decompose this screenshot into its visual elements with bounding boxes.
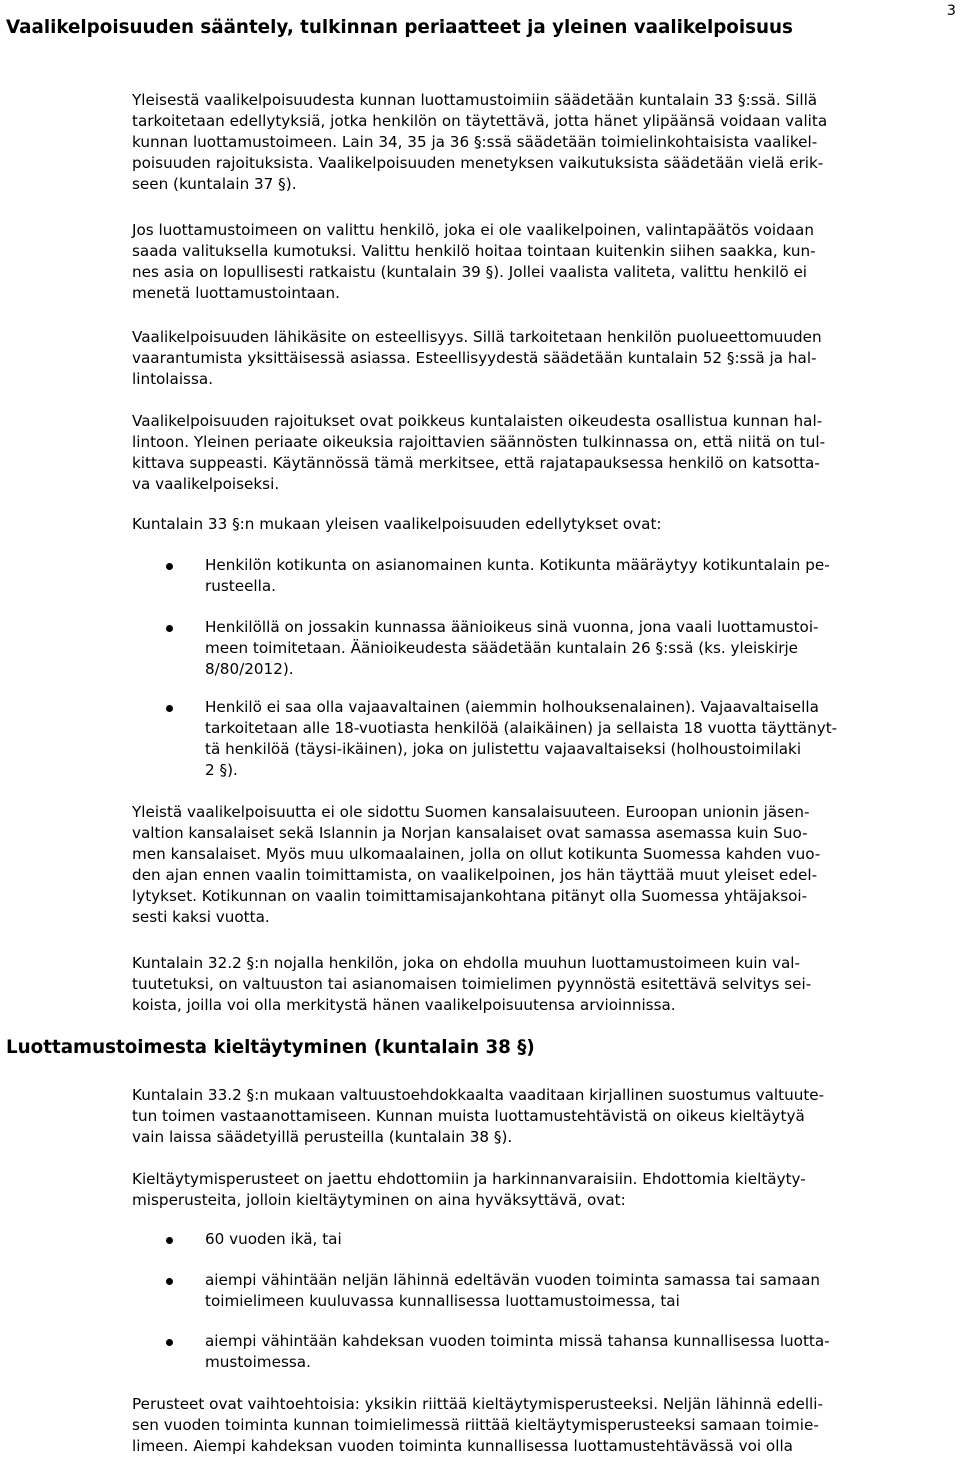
text-line: aiempi vähintään kahdeksan vuoden toiminta missä tahansa kunnallisessa luotta- [205, 1332, 830, 1350]
text-line: lintolaissa. [132, 370, 214, 388]
text-line: 2 §). [205, 761, 238, 779]
text-line: tuutetuksi, on valtuuston tai asianomaisen toimielimen pyynnöstä esitettävä selvitys sei- [132, 975, 812, 993]
text-line: lintoon. Yleinen periaate oikeuksia rajoittavien säännösten tulkinnassa on, että niitä on tul- [132, 433, 826, 451]
text-line: menetä luottamustointaan. [132, 284, 340, 302]
text-line: mustoimessa. [205, 1353, 311, 1371]
list-item [132, 1270, 957, 1312]
text-line: Henkilö ei saa olla vajaavaltainen (aiemmin holhouksenalainen). Vajaavaltaisella [205, 698, 819, 716]
paragraph-restrictions [132, 411, 957, 495]
list-item [132, 555, 957, 597]
text-line: tarkoitetaan alle 18-vuotiasta henkilöä (alaikäinen) ja sellaista 18 vuotta täyttänyt- [205, 719, 838, 737]
text-line: seen (kuntalain 37 §). [132, 175, 297, 193]
text-line: Kieltäytymisperusteet on jaettu ehdottomiin ja harkinnanvaraisiin. Ehdottomia kieltäyty- [132, 1170, 806, 1188]
text-line: limeen. Aiempi kahdeksan vuoden toiminta kunnallisessa luottamustehtävässä voi olla [132, 1437, 793, 1455]
text-line: va vaalikelpoiseksi. [132, 475, 280, 493]
text-line: valtion kansalaiset sekä Islannin ja Norjan kansalaiset ovat samassa asemassa kuin Suo- [132, 824, 808, 842]
text-line: tun toimen vastaanottamiseen. Kunnan muista luottamustehtävistä on oikeus kieltäytyä [132, 1107, 805, 1125]
text-line: Yleistä vaalikelpoisuutta ei ole sidottu Suomen kansalaisuuteen. Euroopan unionin jäsen- [132, 803, 810, 821]
section-heading-eligibility: Vaalikelpoisuuden sääntely, tulkinnan periaatteet ja yleinen vaalikelpoisuus [6, 17, 793, 38]
text-line: sesti kaksi vuotta. [132, 908, 270, 926]
text-line: vain laissa säädetyillä perusteilla (kuntalain 38 §). [132, 1128, 513, 1146]
text-line: men kansalaiset. Myös muu ulkomaalainen, jolla on ollut kotikunta Suomessa kahden vuo- [132, 845, 821, 863]
text-line: kittava suppeasti. Käytännössä tämä merkitsee, että rajatapauksessa henkilö on katsotta- [132, 454, 820, 472]
text-line: Kuntalain 32.2 §:n nojalla henkilön, joka on ehdolla muuhun luottamustoimeen kuin val- [132, 954, 800, 972]
page-number: 3 [946, 3, 956, 19]
paragraph-refusal-grounds [132, 1169, 957, 1211]
paragraph-alternative-grounds [132, 1394, 957, 1457]
paragraph-consent [132, 1085, 957, 1148]
text-line: kunnan luottamustoimeen. Lain 34, 35 ja 36 §:ssä säädetään toimielinkohtaisista vaalikel- [132, 133, 818, 151]
text-line: 8/80/2012). [205, 660, 294, 678]
list-item [132, 1229, 957, 1250]
text-line: meen toimitetaan. Äänioikeudesta säädetään kuntalain 26 §:ssä (ks. yleiskirje [205, 639, 799, 657]
text-line: Jos luottamustoimeen on valittu henkilö, joka ei ole vaalikelpoinen, valintapäätös voidaan [132, 221, 814, 239]
bullet-icon [166, 563, 173, 570]
text-line: tä henkilöä (täysi-ikäinen), joka on julistettu vajaavaltaiseksi (holhoustoimilaki [205, 740, 802, 758]
text-line: Yleisestä vaalikelpoisuudesta kunnan luottamustoimiin säädetään kuntalain 33 §:ssä. Sillä [132, 91, 818, 109]
paragraph-conditions-intro [132, 514, 957, 535]
text-line: Vaalikelpoisuuden lähikäsite on esteellisyys. Sillä tarkoitetaan henkilön puolueettomuuden [132, 328, 822, 346]
text-line: Kuntalain 33 §:n mukaan yleisen vaalikelpoisuuden edellytykset ovat: [132, 515, 662, 533]
text-line: koista, joilla voi olla merkitystä hänen vaalikelpoisuutensa arvioinnissa. [132, 996, 676, 1014]
text-line: toimielimeen kuuluvassa kunnallisessa luottamustoimessa, tai [205, 1292, 680, 1310]
text-line: nes asia on lopullisesti ratkaistu (kuntalain 39 §). Jollei vaalista valiteta, valittu henkilö ei [132, 263, 808, 281]
paragraph-citizenship [132, 802, 957, 928]
text-line: Henkilön kotikunta on asianomainen kunta. Kotikunta määräytyy kotikuntalain pe- [205, 556, 830, 574]
text-line: poisuuden rajoituksista. Vaalikelpoisuuden menetyksen vaikutuksista säädetään vielä erik- [132, 154, 824, 172]
section-heading-refusal: Luottamustoimesta kieltäytyminen (kuntalain 38 §) [6, 1037, 535, 1058]
text-line: den ajan ennen vaalin toimittamista, on vaalikelpoinen, jos hän täyttää muut yleiset edel- [132, 866, 818, 884]
text-line: 60 vuoden ikä, tai [205, 1230, 342, 1248]
bullet-icon [166, 1339, 173, 1346]
paragraph-general-eligibility [132, 90, 957, 195]
list-item [132, 617, 957, 680]
text-line: tarkoitetaan edellytyksiä, jotka henkilön on täytettävä, jotta hänet ylipäänsä voidaan valita [132, 112, 828, 130]
text-line: vaarantumista yksittäisessä asiassa. Esteellisyydestä säädetään kuntalain 52 §:ssä ja hal- [132, 349, 817, 367]
bullet-icon [166, 1237, 173, 1244]
text-line: rusteella. [205, 577, 276, 595]
list-item [132, 697, 957, 781]
paragraph-disqualification [132, 327, 957, 390]
text-line: sen vuoden toiminta kunnan toimielimessä riittää kieltäytymisperusteeksi samaan toimie- [132, 1416, 819, 1434]
text-line: aiempi vähintään neljän lähinnä edeltävän vuoden toiminta samassa tai samaan [205, 1271, 821, 1289]
text-line: misperusteita, jolloin kieltäytyminen on aina hyväksyttävä, ovat: [132, 1191, 626, 1209]
bullet-icon [166, 625, 173, 632]
paragraph-appeal [132, 220, 957, 304]
text-line: Perusteet ovat vaihtoehtoisia: yksikin riittää kieltäytymisperusteeksi. Neljän lähinnä edelli- [132, 1395, 823, 1413]
text-line: Vaalikelpoisuuden rajoitukset ovat poikkeus kuntalaisten oikeudesta osallistua kunnan hal- [132, 412, 823, 430]
text-line: saada valituksella kumotuksi. Valittu henkilö hoitaa tointaan kuitenkin siihen saakka, kun- [132, 242, 816, 260]
bullet-icon [166, 705, 173, 712]
text-line: lytykset. Kotikunnan on vaalin toimittamisajankohtana pitänyt olla Suomessa yhtäjaksoi- [132, 887, 808, 905]
text-line: Henkilöllä on jossakin kunnassa äänioikeus sinä vuonna, jona vaali luottamustoi- [205, 618, 819, 636]
list-item [132, 1331, 957, 1373]
bullet-icon [166, 1278, 173, 1285]
paragraph-candidate-statement [132, 953, 957, 1016]
text-line: Kuntalain 33.2 §:n mukaan valtuustoehdokkaalta vaaditaan kirjallinen suostumus valtuute- [132, 1086, 825, 1104]
